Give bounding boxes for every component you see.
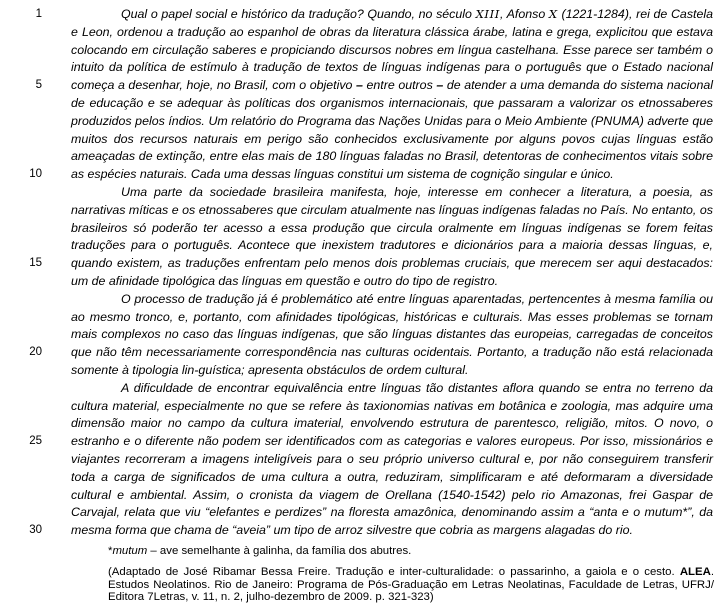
em-dash-open: – <box>356 78 363 93</box>
footnote-marker: * <box>108 545 113 557</box>
credit-journal-name: ALEA <box>679 566 711 578</box>
line-number-25: 25 <box>29 435 42 448</box>
paragraph-1-text-b: , Afonso <box>499 7 549 21</box>
line-number-1: 1 <box>35 8 42 20</box>
line-number-20: 20 <box>29 346 42 359</box>
paragraph-1 <box>71 6 713 184</box>
line-number-gutter <box>0 0 58 604</box>
passage-body <box>71 6 713 540</box>
line-number-15: 15 <box>29 257 42 270</box>
em-dash-close: – <box>436 78 444 93</box>
paragraph-1-text-a: Qual o papel social e histórico da tradução? Quando, no século <box>121 7 476 21</box>
paragraph-2: Uma parte da sociedade brasileira manifesta, hoje, interesse em conhecer a literatura, a poesia, as narrativas míticas e os etnossaberes que circulam atualmente nas línguas indígenas faladas no País. No entanto, os brasileiros só poderão ter acesso a essa produção que circula oralmente em línguas indígenas se forem feitas traduções para o português. Acontece que inexistem tradutores e dicionários para a maioria dessas línguas, e, quando existem, as traduções enfrentam pelo menos dois problemas cruciais, que merecem ser aqui destacados: um de afinidade tipológica das línguas em questão e outro do tipo de registro. <box>71 184 713 288</box>
roman-numeral-x: X <box>548 7 558 21</box>
paragraph-1-text-d: entre outros <box>362 78 437 93</box>
footnote <box>108 544 713 559</box>
line-number-10: 10 <box>29 168 42 181</box>
footnote-term: mutum <box>112 545 148 557</box>
paragraph-3: O processo de tradução já é problemático até entre línguas aparentadas, pertencentes à mesma família ou ao mesmo tronco, e, portanto, com afinidades tipológicas, históricas e culturais. Mas esses problemas se tornam mais complexos no caso das línguas indígenas, que são línguas distantes das europeias, carregadas de conceitos que não têm necessariamente correspondência nas culturas ocidentais. Portanto, a tradução não está relacionada somente à tipologia lin-guística; apresenta obstáculos de ordem cultural. <box>71 291 713 377</box>
roman-numeral-xiii: XIII <box>475 7 500 21</box>
paragraph-1-text-e: de atender a uma demanda do sistema nacional de educação e se adequar às políticas dos organismos internacionais, que passaram a valorizar os etnossaberes produzidos pelos índios. Um relatório do Programa das Nações Unidas para o Meio Ambiente (PNUMA) adverte que muitos dos recursos naturais em perigo são conhecidos exclusivamente por alguns povos cujas línguas estão ameaçadas de extinção, entre elas mais de 180 línguas faladas no Brasil, detentoras de conhecimentos vitais sobre as espécies naturais. Cada uma dessas línguas constitui um sistema de cognição singular e único. <box>71 78 713 182</box>
source-credit <box>108 566 714 604</box>
credit-text-1: (Adaptado de José Ribamar Bessa Freire. Tradução e inter-culturalidade: o passarinho, a gaiola e o cesto. <box>108 566 680 578</box>
footnote-definition: – ave semelhante à galinha, da família dos abutres. <box>147 545 412 557</box>
line-number-30: 30 <box>29 524 42 537</box>
line-number-5: 5 <box>35 79 42 92</box>
paragraph-4: A dificuldade de encontrar equivalência entre línguas tão distantes aflora quando se entra no terreno da cultura material, especialmente no que se refere às taxionomias nativas em botânica e zoologia, mas adquire uma dimensão maior no campo da cultura imaterial, envolvendo estrutura de parentesco, religião, mitos. O novo, o estranho e o diferente não podem ser identificados com as categorias e valores europeus. Por isso, missionários e viajantes recorreram a imagens inteligíveis para o seu próprio universo cultural e, por não conseguirem transferir toda a carga de significados de uma cultura a outra, reduziram, simplificaram e até deformaram a diversidade cultural e ambiental. Assim, o cronista da viagem de Orellana (1540-1542) pelo rio Amazonas, frei Gaspar de Carvajal, relata que viu “elefantes e perdizes” na floresta amazônica, denominando assim a “anta e o mutum*”, da mesma forma que chama de “aveia” um tipo de arroz silvestre que cobria as margens alagadas do rio. <box>71 380 713 538</box>
paragraph-1-text-c: (1221-1284), rei de Castela e Leon, ordenou a tradução ao espanhol de obras da literatura clássica árabe, latina e grega, explicitou que estava colocando em circulação saberes e propiciando discursos nobres em língua castelhana. Esse parece ser também o intuito da política de estímulo à tradução de textos de línguas indígenas para o português que o Estado nacional começa a desenhar, hoje, no Brasil, com o objetivo <box>71 7 713 93</box>
credit-text-2: . Estudos Neolatinos. Rio de Janeiro: Programa de Pós-Graduação em Letras Neolatinas, Faculdade de Letras, UFRJ/ Editora 7Letras, v. 11, n. 2, julho-dezembro de 2009. p. 321-323) <box>108 566 714 604</box>
